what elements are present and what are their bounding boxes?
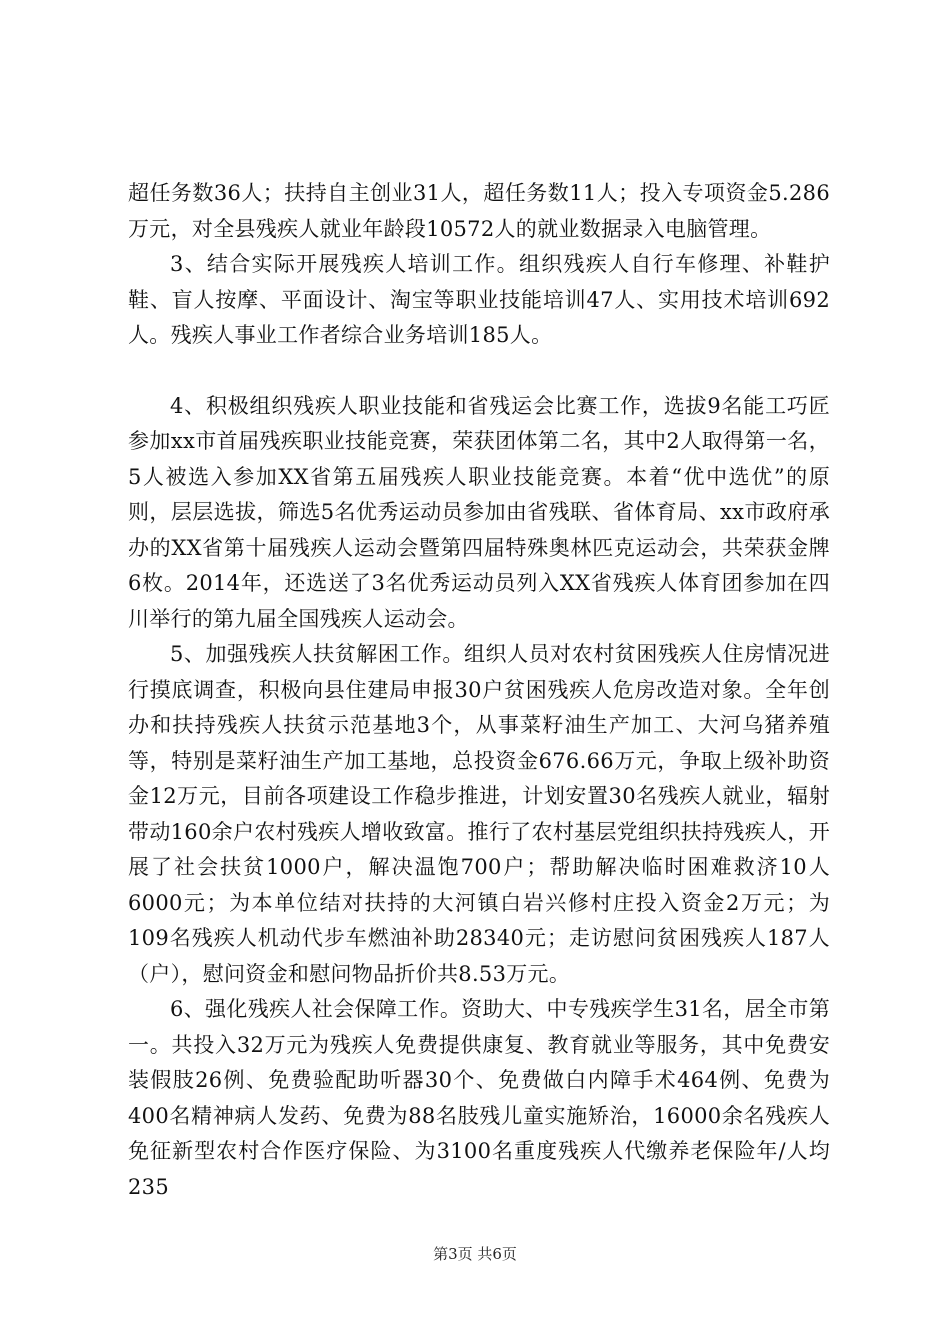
document-body (128, 176, 830, 1205)
page-number-footer: 第3页 共6页 (433, 1245, 517, 1263)
paragraph-social-security: 6、强化残疾人社会保障工作。资助大、中专残疾学生31名，居全市第一。共投入32万元为残疾人免费提供康复、教育就业等服务，其中免费安装假肢26例、免费验配助听器30个、免费做白内障手术464例、免费为400名精神病人发药、免费为88名肢残儿童实施矫治，16000余名残疾人免征新型农村合作医疗保险、为3100名重度残疾人代缴养老保险年/人均235 (128, 997, 830, 1199)
paragraph-employment-continued: 超任务数36人；扶持自主创业31人，超任务数11人；投入专项资金5.286万元，对全县残疾人就业年龄段10572人的就业数据录入电脑管理。 (128, 181, 830, 241)
paragraph-training: 3、结合实际开展残疾人培训工作。组织残疾人自行车修理、补鞋护鞋、盲人按摩、平面设计、淘宝等职业技能培训47人、实用技术培训692人。残疾人事业工作者综合业务培训185人。 (128, 252, 830, 347)
paragraph-competition: 4、积极组织残疾人职业技能和省残运会比赛工作，选拔9名能工巧匠参加xx市首届残疾职业技能竞赛，荣获团体第二名，其中2人取得第一名，5人被选入参加XX省第五届残疾人职业技能竞赛。本着“优中选优”的原则，层层选拔，筛选5名优秀运动员参加由省残联、省体育局、xx市政府承办的XX省第十届残疾人运动会暨第四届特殊奥林匹克运动会，共荣获金牌6枚。2014年，还选送了3名优秀运动员列入XX省残疾人体育团参加在四川举行的第九届全国残疾人运动会。 (128, 393, 830, 631)
paragraph-poverty-relief: 5、加强残疾人扶贫解困工作。组织人员对农村贫困残疾人住房情况进行摸底调查，积极向县住建局申报30户贫困残疾人危房改造对象。全年创办和扶持残疾人扶贫示范基地3个，从事菜籽油生产加工、大河乌猪养殖等，特别是菜籽油生产加工基地，总投资金676.66万元，争取上级补助资金12万元，目前各项建设工作稳步推进，计划安置30名残疾人就业，辐射带动160余户农村残疾人增收致富。推行了农村基层党组织扶持残疾人，开展了社会扶贫1000户，解决温饱700户；帮助解决临时困难救济10人6000元；为本单位结对扶持的大河镇白岩兴修村庄投入资金2万元；为109名残疾人机动代步车燃油补助28340元；走访慰问贫困残疾人187人（户），慰问资金和慰问物品折价共8.53万元。 (128, 642, 830, 986)
